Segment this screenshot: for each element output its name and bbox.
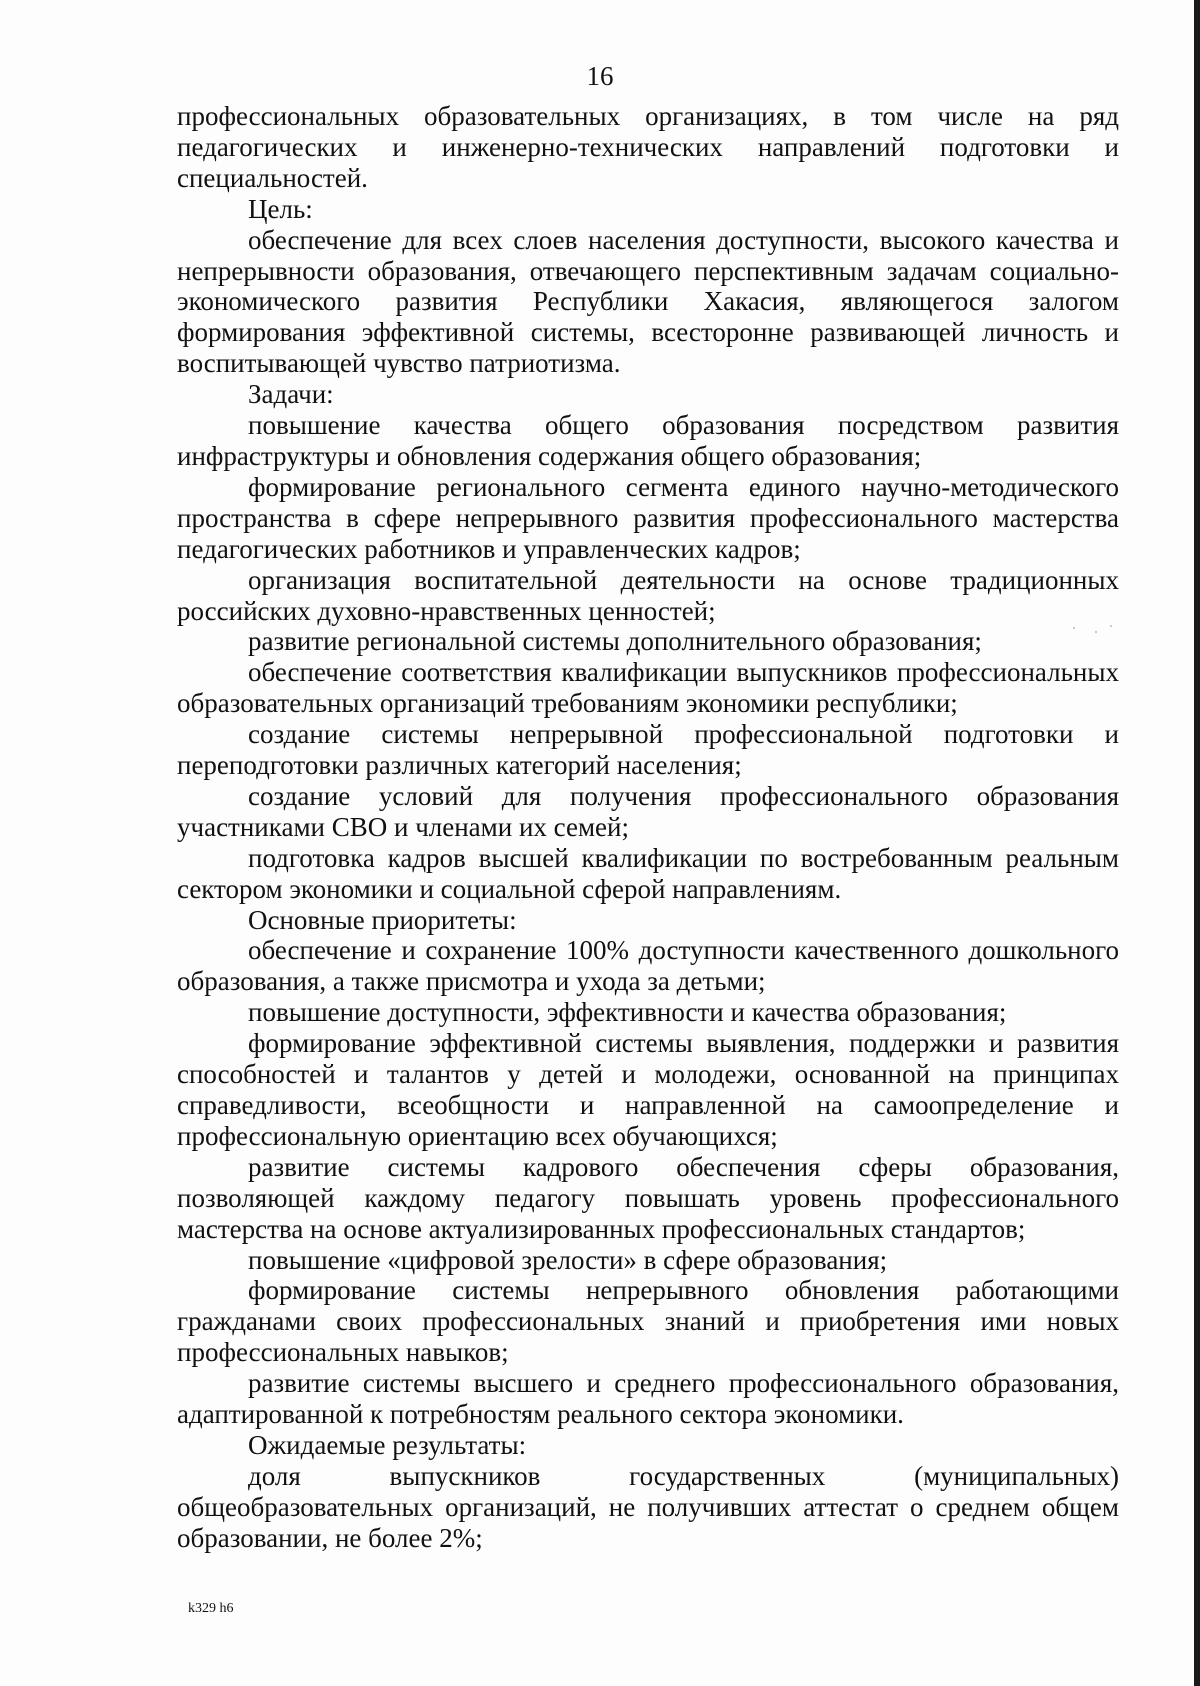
task-item: развитие региональной системы дополнительного образования; <box>248 626 982 657</box>
priority-item: развитие системы кадрового обеспечения сферы образования, позволяющей каждому педагогу повышать уровень профессионального мастерства на основе актуализированных профессиональных стандартов; <box>177 1151 1119 1244</box>
paragraph-continuation: профессиональных образовательных организациях, в том числе на ряд педагогических и инженерно-технических направлений подготовки и специальностей. <box>177 101 1119 193</box>
priority-item: развитие системы высшего и среднего профессионального образования, адаптированной к потребностям реального сектора экономики. <box>177 1368 1119 1430</box>
priority-item: обеспечение и сохранение 100% доступности качественного дошкольного образования, а также присмотра и ухода за детьми; <box>177 935 1119 997</box>
task-item: повышение качества общего образования посредством развития инфраструктуры и обновления содержания общего образования; <box>177 410 1119 471</box>
heading-tasks: Задачи: <box>248 379 334 410</box>
heading-goal: Цель: <box>248 193 313 224</box>
priority-item: повышение «цифровой зрелости» в сфере образования; <box>248 1244 888 1275</box>
priority-item: формирование системы непрерывного обновления работающими гражданами своих профессиональных знаний и приобретения ими новых профессиональных навыков; <box>177 1275 1119 1368</box>
task-item: подготовка кадров высшей квалификации по востребованным реальным сектором экономики и социальной сферой направлениям. <box>177 842 1119 904</box>
scan-speck <box>1073 627 1075 629</box>
document-body <box>177 101 1119 1554</box>
task-item: создание условий для получения профессионального образования участниками СВО и членами их семей; <box>177 780 1119 842</box>
scan-edge-border <box>1194 0 1200 1686</box>
result-item: доля выпускников государственных (муниципальных) общеобразовательных организаций, не получивших аттестат о среднем общем образовании, не более 2%; <box>177 1460 1119 1553</box>
priority-item: повышение доступности, эффективности и качества образования; <box>248 997 1007 1028</box>
task-item: обеспечение соответствия квалификации выпускников профессиональных образовательных организаций требованиям экономики республики; <box>177 657 1119 719</box>
scan-speck <box>1095 631 1097 633</box>
scan-speck <box>1110 625 1112 627</box>
page-number: 16 <box>586 61 614 91</box>
task-item: организация воспитательной деятельности на основе традиционных российских духовно-нравственных ценностей; <box>177 564 1119 626</box>
priority-item: формирование эффективной системы выявления, поддержки и развития способностей и талантов у детей и молодежи, основанной на принципах справедливости, всеобщности и направленной на самоопределение и профессиональную ориентацию всех обучающихся; <box>177 1028 1119 1151</box>
heading-priorities: Основные приоритеты: <box>248 904 517 935</box>
heading-expected-results: Ожидаемые результаты: <box>248 1429 527 1460</box>
footer-code: k329 h6 <box>188 1601 234 1616</box>
task-item: формирование регионального сегмента единого научно-методического пространства в сфере непрерывного развития профессионального мастерства педагогических работников и управленческих кадров; <box>177 471 1119 564</box>
paragraph-goal: обеспечение для всех слоев населения доступности, высокого качества и непрерывности образования, отвечающего перспективным задачам социально-экономического развития Республики Хакасия, являющегося залогом формирования эффективной системы, всесторонне развивающей личность и воспитывающей чувство патриотизма. <box>177 224 1119 379</box>
task-item: создание системы непрерывной профессиональной подготовки и переподготовки различных категорий населения; <box>177 719 1119 781</box>
